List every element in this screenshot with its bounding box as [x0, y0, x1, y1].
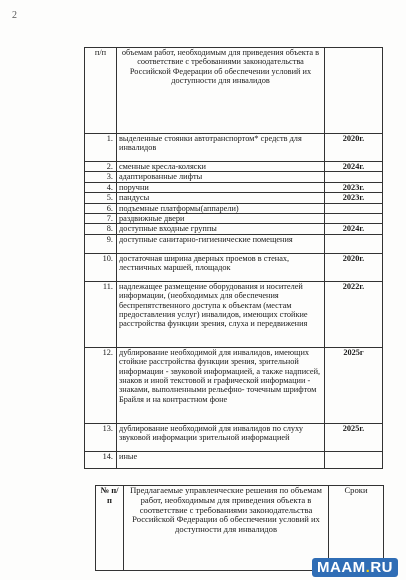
row-term-cell	[325, 214, 383, 224]
row-num-cell: 13.	[85, 423, 117, 451]
table-row	[85, 134, 383, 162]
row-term-cell: 2023г.	[325, 193, 383, 203]
watermark-tld: RU	[370, 559, 393, 576]
row-term-cell	[325, 451, 383, 468]
row-term-cell	[325, 203, 383, 213]
table2-term-cell: Сроки	[329, 486, 384, 571]
row-term-cell: 2025г.	[325, 423, 383, 451]
row-num-cell: 10.	[85, 253, 117, 281]
maam-watermark-logo	[312, 558, 398, 577]
row-term-cell: 2025г	[325, 347, 383, 423]
row-text-cell: дублирование необходимой для инвалидов по слуху звуковой информации зрительной информацией	[117, 423, 325, 451]
row-text-cell: надлежащее размещение оборудования и носителей информации, (необходимых для обеспечения беспрепятственного доступа к объектам (местам предоставления услуг) инвалидов, имеющих стойкие расстройства функции зрения, слуха и передвижения	[117, 281, 325, 347]
table-row	[85, 451, 383, 468]
table2-num-cell: № п/п	[96, 486, 124, 571]
row-term-cell: 2022г.	[325, 281, 383, 347]
table-row	[85, 224, 383, 234]
row-num-cell: 14.	[85, 451, 117, 468]
row-text-cell: сменные кресла-коляски	[117, 162, 325, 172]
table2-text-cell: Предлагаемые управленческие решения по объемам работ, необходимым для приведения объекта в соответствие с требованиями законодательства Российской Федерации об обеспечении условий их доступности для инвалидов	[124, 486, 329, 571]
row-num-cell: 4.	[85, 182, 117, 192]
row-term-cell: 2020г.	[325, 253, 383, 281]
header-text-cell: объемам работ, необходимым для приведения объекта в соответствие с требованиями законодательства Российской Федерации об обеспечении условий их доступности для инвалидов	[117, 48, 325, 134]
row-num-cell: 2.	[85, 162, 117, 172]
watermark-dot: .	[365, 559, 371, 576]
table-row	[85, 253, 383, 281]
row-num-cell: 7.	[85, 214, 117, 224]
row-num-cell: 12.	[85, 347, 117, 423]
row-term-cell	[325, 172, 383, 182]
row-num-cell: 6.	[85, 203, 117, 213]
row-term-cell	[325, 234, 383, 253]
row-text-cell: доступные санитарно-гигиенические помещения	[117, 234, 325, 253]
row-num-cell: 5.	[85, 193, 117, 203]
row-text-cell: выделенные стоянки автотранспортом* средств для инвалидов	[117, 134, 325, 162]
table-row	[85, 214, 383, 224]
row-num-cell: 1.	[85, 134, 117, 162]
row-num-cell: 9.	[85, 234, 117, 253]
row-text-cell: иные	[117, 451, 325, 468]
header-term-cell	[325, 48, 383, 134]
header-num-cell: п/п	[85, 48, 117, 134]
row-num-cell: 3.	[85, 172, 117, 182]
row-text-cell: раздвижные двери	[117, 214, 325, 224]
accessibility-works-table	[84, 47, 383, 469]
table-row	[85, 182, 383, 192]
row-text-cell: достаточная ширина дверных проемов в стенах, лестничных маршей, площадок	[117, 253, 325, 281]
row-term-cell: 2024г.	[325, 162, 383, 172]
row-text-cell: подъемные платформы(аппарели)	[117, 203, 325, 213]
page-mark: 2	[12, 10, 17, 21]
row-term-cell: 2020г.	[325, 134, 383, 162]
watermark-brand: MAAM	[317, 559, 366, 576]
row-num-cell: 11.	[85, 281, 117, 347]
table-header-row	[85, 48, 383, 134]
row-term-cell: 2023г.	[325, 182, 383, 192]
row-text-cell: адаптированные лифты	[117, 172, 325, 182]
table-row	[85, 203, 383, 213]
row-text-cell: дублирование необходимой для инвалидов, имеющих стойкие расстройства функции зрения, зрительной информации - звуковой информацией, а также надписей, знаков и иной текстовой и графической информации - знаками, выполненными рельефно- точечным шрифтом Брайля и на контрастном фоне	[117, 347, 325, 423]
row-text-cell: доступные входные группы	[117, 224, 325, 234]
table-row	[85, 423, 383, 451]
table-row	[85, 193, 383, 203]
table-row	[85, 172, 383, 182]
row-num-cell: 8.	[85, 224, 117, 234]
row-term-cell: 2024г.	[325, 224, 383, 234]
table-row	[85, 162, 383, 172]
row-text-cell: пандусы	[117, 193, 325, 203]
table-row	[85, 234, 383, 253]
row-text-cell: поручни	[117, 182, 325, 192]
table-row	[85, 347, 383, 423]
table-row	[85, 281, 383, 347]
